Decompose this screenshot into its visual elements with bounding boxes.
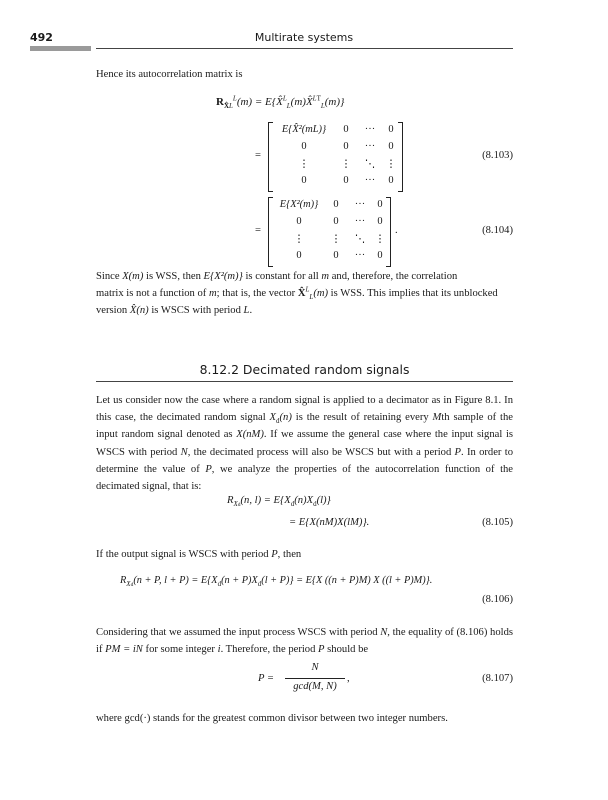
equation-8-107-comma: ,	[347, 673, 350, 684]
equation-8-107-fraction-bar	[285, 678, 345, 679]
equals-sign-1: =	[255, 150, 261, 161]
matrix-2-period: .	[395, 225, 398, 236]
matrix-2-cell: 0	[377, 250, 383, 261]
equation-8-105-line1: $R_{Xd}(n$, $l) = E\{X_d(n)X_d(l)\}$	[227, 495, 331, 509]
matrix-2-cell: 0	[296, 216, 302, 227]
matrix-2-cell: 0	[377, 199, 383, 210]
header-rule	[96, 48, 513, 49]
matrix-2-cell: 0	[333, 216, 339, 227]
equation-8-106: $R_{Xd}(n + P$, $l + P) = E\{X_d(n + P)X_d(l + P)\} = E\{X$ ((n + P)M) X ((l + P)M)}.	[120, 575, 433, 589]
section-heading: 8.12.2 Decimated random signals	[199, 362, 410, 377]
matrix-1-cell: 0	[301, 175, 307, 186]
matrix-2-cell: ⋮	[374, 234, 386, 245]
text-if-output: If the output signal is WSCS with period P, then	[96, 549, 302, 560]
equals-sign-2: =	[255, 225, 261, 236]
eq-top-rhs-supT: T	[316, 94, 321, 103]
equation-8-107-denominator: gcd(M, N)	[293, 681, 337, 692]
matrix-2-cell: ···	[354, 250, 366, 261]
page-number: 492	[30, 31, 53, 44]
equation-8-105-line2: = E{X(nM)X(lM)}.	[289, 517, 370, 528]
eq-top-lhs-sub2: L	[229, 102, 233, 111]
matrix-2-cell: ⋮	[293, 234, 305, 245]
matrix-2-cell: ⋱	[354, 234, 366, 245]
matrix-1-cell: ⋮	[340, 159, 352, 170]
matrix-1-cell: ···	[364, 175, 376, 186]
matrix-2-cell: E{X²(m)}	[279, 199, 319, 210]
eq-top-rhs-end: (m)}	[324, 96, 345, 108]
matrix-1	[268, 122, 403, 192]
matrix-2-cell: ···	[354, 199, 366, 210]
matrix-1-cell: ⋱	[364, 159, 376, 170]
eq-top-rhs: (m) = E{X̂	[236, 96, 283, 108]
eq-top-lhs-sup: L	[232, 94, 237, 103]
eq-top-lhs: R	[216, 96, 224, 108]
matrix-1-right-bracket	[398, 122, 403, 192]
paragraph-decimated: Let us consider now the case where a random signal is applied to a decimator as in Figure 8.1. In this case, the decimated random signal $X_d(n)$ is the result of retaining every Mth sample of the input random signal denoted as X(nM). If we assume the general case where the input signal is WSCS with period N, the decimated process will also be WSCS but with a period P. In order to determine the value of P, we analyze the properties of the autocorrelation function of the decimated signal, that is:	[96, 395, 514, 493]
matrix-2	[268, 197, 391, 267]
eq-top-rhs-sub2: L	[320, 102, 325, 111]
matrix-2-cell: 0	[333, 250, 339, 261]
matrix-2-cell: ···	[354, 216, 366, 227]
matrix-1-cell: ⋮	[298, 159, 310, 170]
eq-number-8-106: (8.106)	[482, 594, 513, 605]
matrix-1-cell: 0	[388, 141, 394, 152]
matrix-1-cell: 0	[301, 141, 307, 152]
running-title: Multirate systems	[254, 31, 354, 44]
equation-autocorrelation	[216, 94, 345, 111]
matrix-2-cell: 0	[333, 199, 339, 210]
matrix-1-cell: 0	[388, 124, 394, 135]
equation-8-107-numerator: N	[311, 662, 319, 673]
matrix-2-cell: ⋮	[330, 234, 342, 245]
matrix-1-cell: 0	[343, 141, 349, 152]
matrix-1-cell: E{X̂²(mL)}	[281, 124, 327, 135]
matrix-1-cell: ⋮	[385, 159, 397, 170]
eq-number-8-105: (8.105)	[482, 517, 513, 528]
eq-top-rhs-sup2: L	[312, 94, 317, 103]
eq-top-rhs-mid: (m)X̂	[290, 96, 313, 108]
eq-number-8-103: (8.103)	[482, 150, 513, 161]
eq-number-8-107: (8.107)	[482, 673, 513, 684]
matrix-1-cell: 0	[343, 124, 349, 135]
eq-top-rhs-sup1: L	[282, 94, 287, 103]
intro-text: Hence its autocorrelation matrix is	[96, 69, 243, 80]
matrix-1-cell: 0	[388, 175, 394, 186]
paragraph-since: Since X(m) is WSS, then E{X²(m)} is constant for all m and, therefore, the correlation matrix is not a function of m; that is, the vector X̂$^L_L$(m) is WSS. This implies that its unblocked version X̂(n) is WSCS with period L.	[96, 271, 498, 317]
eq-top-lhs-sub: X̂	[223, 102, 230, 111]
closing-text: where gcd(·) stands for the greatest common divisor between two integer numbers.	[96, 713, 448, 724]
header-accent-bar	[30, 46, 91, 51]
section-rule	[96, 381, 513, 382]
eq-number-8-104: (8.104)	[482, 225, 513, 236]
eq-top-rhs-sub1: L	[286, 102, 291, 111]
matrix-1-cell: ···	[364, 124, 376, 135]
matrix-1-cell: ···	[364, 141, 376, 152]
matrix-2-cell: 0	[377, 216, 383, 227]
matrix-1-cell: 0	[343, 175, 349, 186]
matrix-2-cell: 0	[296, 250, 302, 261]
equation-8-107-lhs: P =	[258, 673, 275, 684]
paragraph-considering: Considering that we assumed the input process WSCS with period N, the equality of (8.106) holds if PM = iN for some integer i. Therefore, the period P should be	[96, 627, 513, 656]
